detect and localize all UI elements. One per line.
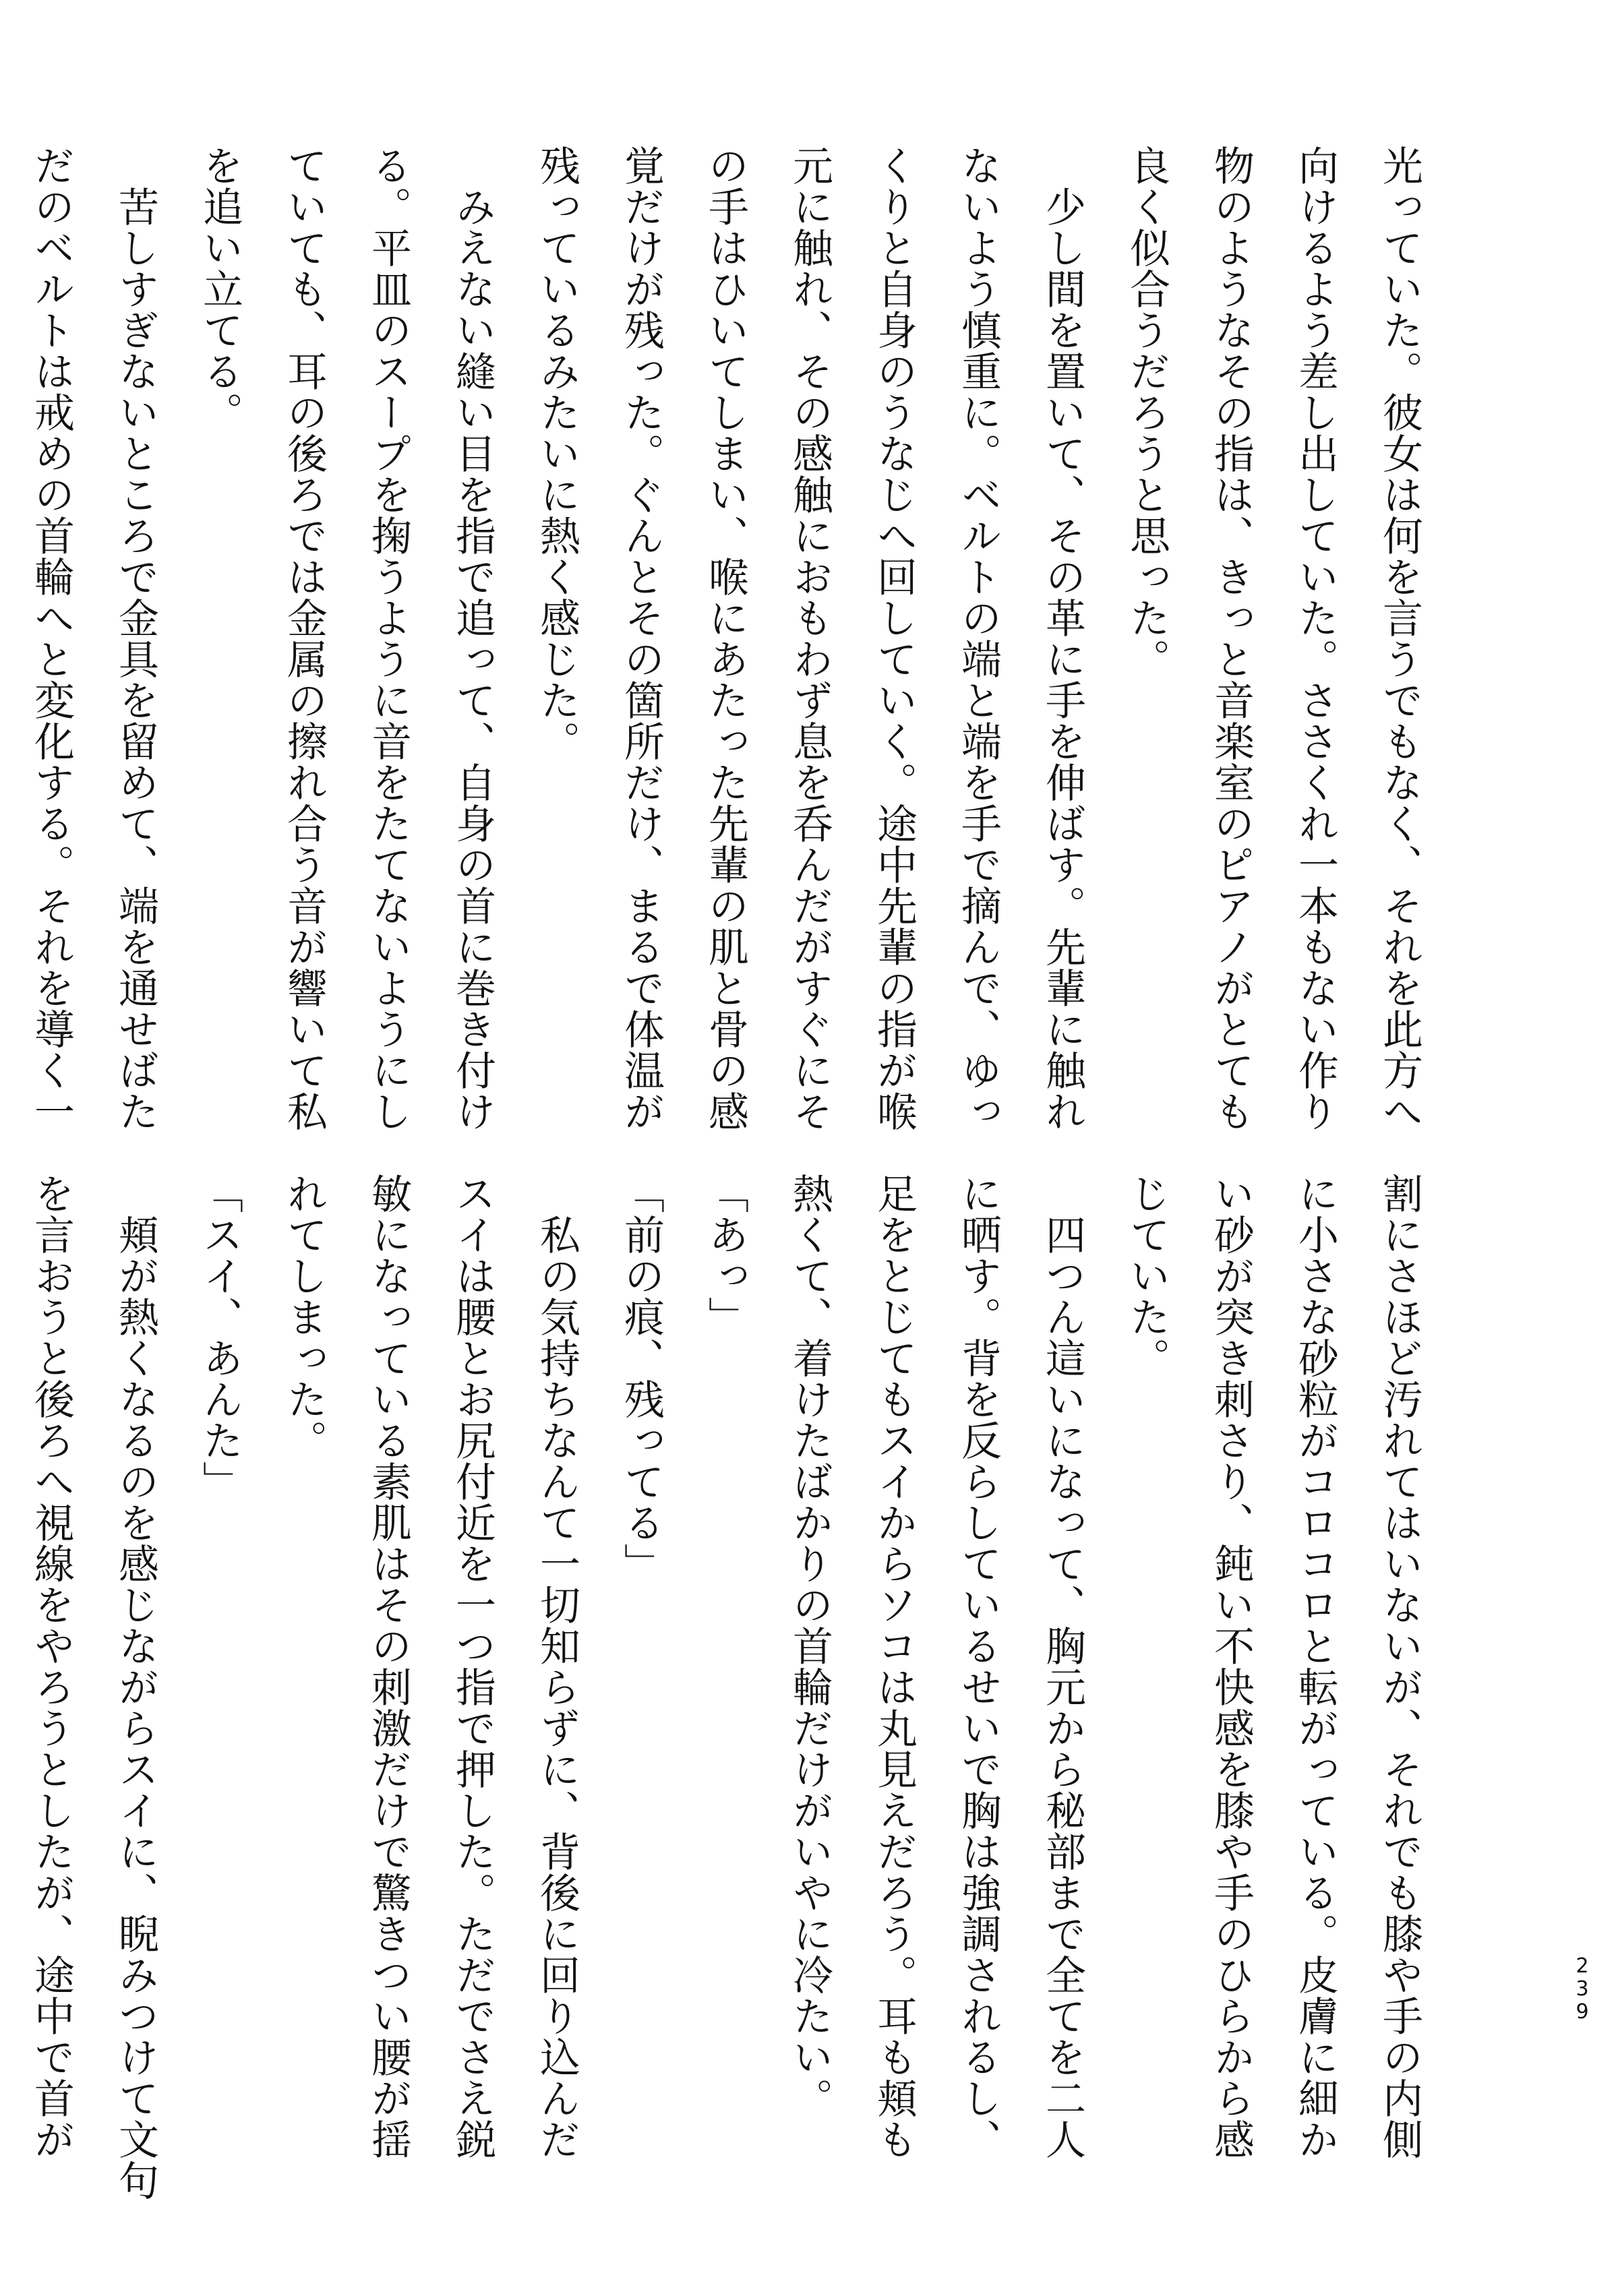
text-line: じていた。 bbox=[1123, 1173, 1170, 1379]
text-line: に小さな砂粒がコロコロと転がっている。皮膚に細か bbox=[1292, 1173, 1339, 2160]
text-line: 敏になっている素肌はその刺激だけで驚きつい腰が揺 bbox=[365, 1173, 412, 2160]
text-line: い砂が突き刺さり、鈍い不快感を膝や手のひらから感 bbox=[1207, 1173, 1255, 2160]
text-block-bottom bbox=[28, 1173, 1441, 2201]
text-line: 苦しすぎないところで金具を留めて、端を通せばた bbox=[112, 145, 159, 1132]
page-number-digit: 2 bbox=[1576, 1954, 1589, 1978]
text-line: 四つん這いになって、胸元から秘部まで全てを二人 bbox=[1039, 1173, 1086, 2160]
text-line: ないよう慎重に。ベルトの端と端を手で摘んで、ゆっ bbox=[955, 145, 1002, 1132]
text-line: る。平皿のスープを掬うように音をたてないようにし bbox=[365, 145, 412, 1132]
text-line: 覚だけが残った。ぐんとその箇所だけ、まるで体温が bbox=[618, 145, 665, 1132]
text-line: 元に触れ、その感触におもわず息を呑んだがすぐにそ bbox=[786, 145, 833, 1132]
text-line bbox=[0, 145, 9, 1143]
text-line: 足をとじてもスイからソコは丸見えだろう。耳も頬も bbox=[870, 1173, 918, 2160]
text-line: みえない縫い目を指で追って、自身の首に巻き付け bbox=[449, 145, 496, 1132]
page-number-digit: 3 bbox=[1576, 1977, 1589, 2001]
text-line: 少し間を置いて、その革に手を伸ばす。先輩に触れ bbox=[1039, 145, 1086, 1132]
text-line: 「あっ」 bbox=[702, 1173, 749, 1337]
text-line: を追い立てる。 bbox=[196, 145, 243, 433]
text-line: 光っていた。彼女は何を言うでもなく、それを此方へ bbox=[1376, 145, 1423, 1132]
text-line: 残っているみたいに熱く感じた。 bbox=[533, 145, 580, 762]
text-line: 「スイ、あんた」 bbox=[196, 1173, 243, 1502]
text-line: ていても、耳の後ろでは金属の擦れ合う音が響いて私 bbox=[280, 145, 328, 1132]
text-block-top bbox=[28, 145, 1441, 1143]
text-line: れてしまった。 bbox=[280, 1173, 328, 1461]
text-line: くりと自身のうなじへ回していく。途中先輩の指が喉 bbox=[870, 145, 918, 1132]
text-line bbox=[0, 1173, 9, 2171]
text-line: 「前の痕、残ってる」 bbox=[618, 1173, 665, 1584]
page-number bbox=[1572, 1955, 1592, 2024]
page-number-digit: 9 bbox=[1576, 2000, 1589, 2024]
text-line: 熱くて、着けたばかりの首輪だけがいやに冷たい。 bbox=[786, 1173, 833, 2119]
text-line: スイは腰とお尻付近を一つ指で押した。ただでさえ鋭 bbox=[449, 1173, 496, 2160]
text-line: に晒す。背を反らしているせいで胸は強調されるし、 bbox=[955, 1173, 1002, 2160]
text-line: 頬が熱くなるのを感じながらスイに、睨みつけて文句 bbox=[112, 1173, 159, 2201]
text-line: だのベルトは戒めの首輪へと変化する。それを導く一 bbox=[28, 145, 75, 1132]
text-line: の手はひいてしまい、喉にあたった先輩の肌と骨の感 bbox=[702, 145, 749, 1132]
text-line: 割にさほど汚れてはいないが、それでも膝や手の内側 bbox=[1376, 1173, 1423, 2160]
text-line: 向けるよう差し出していた。ささくれ一本もない作り bbox=[1292, 145, 1339, 1132]
text-line: 物のようなその指は、きっと音楽室のピアノがとても bbox=[1207, 145, 1255, 1132]
text-line: 私の気持ちなんて一切知らずに、背後に回り込んだ bbox=[533, 1173, 580, 2160]
text-line: を言おうと後ろへ視線をやろうとしたが、途中で首が bbox=[28, 1173, 75, 2160]
text-line: 良く似合うだろうと思った。 bbox=[1123, 145, 1170, 679]
